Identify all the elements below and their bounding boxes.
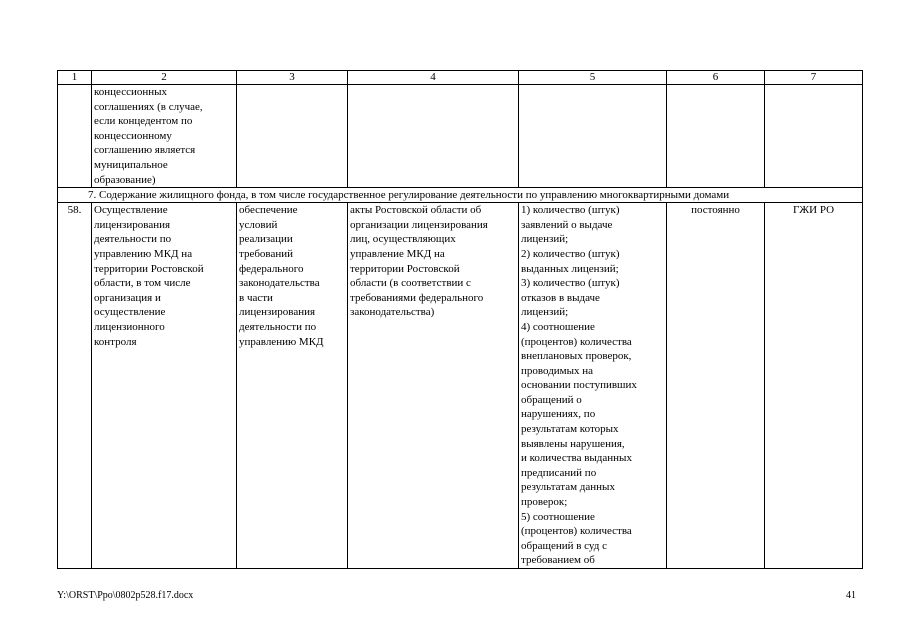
- text-line: нарушениях, по: [521, 408, 596, 421]
- text-line: законодательства: [239, 277, 320, 290]
- text-line: в части: [239, 291, 273, 304]
- text-line: выявлены нарушения,: [521, 437, 625, 450]
- continued-row: [58, 85, 863, 188]
- text-line: осуществление: [94, 306, 166, 319]
- text-line: (процентов) количества: [521, 335, 632, 348]
- text-line: (процентов) количества: [521, 525, 632, 538]
- text-line: лиц, осуществляющих: [350, 233, 456, 246]
- header-cell: 6: [667, 71, 765, 85]
- text-line: 4) соотношение: [521, 320, 595, 333]
- text-line: деятельности по: [239, 320, 317, 333]
- text-line: соглашениях (в случае,: [94, 100, 203, 113]
- text-line: выданных лицензий;: [521, 262, 619, 275]
- text-line: требованиями федерального: [350, 291, 484, 304]
- cell-col3: [237, 85, 348, 188]
- footer-file-path: Y:\ORST\Ppo\0802p528.f17.docx: [57, 590, 194, 601]
- text-line: организация и: [94, 291, 161, 304]
- text-line: области, в том числе: [94, 277, 191, 290]
- text-line: Осуществление: [94, 204, 168, 217]
- text-line: законодательства): [350, 306, 435, 319]
- cell-col3: [237, 203, 348, 569]
- cell-col5: [519, 85, 667, 188]
- text-line: деятельности по: [94, 233, 172, 246]
- text-line: основании поступивших: [521, 379, 637, 392]
- text-line: концессионному: [94, 129, 172, 142]
- header-cell: 4: [348, 71, 519, 85]
- text-line: территории Ростовской: [94, 262, 204, 275]
- cell-col4: [348, 203, 519, 569]
- text-line: лицензирования: [94, 218, 171, 231]
- text-line: требований: [239, 247, 294, 260]
- text-line: проверок;: [521, 496, 568, 509]
- text-line: обращений в суд с: [521, 539, 607, 552]
- cell-col2: [92, 203, 237, 569]
- text-line: внеплановых проверок,: [521, 350, 632, 363]
- text-line: управлению МКД: [239, 335, 324, 348]
- text-line: концессионных: [94, 86, 168, 98]
- row-number: 58.: [58, 203, 92, 569]
- text-line: заявлений о выдаче: [521, 218, 613, 231]
- text-line: лицензионного: [94, 320, 165, 333]
- text-line: лицензий;: [521, 233, 569, 246]
- text-line: акты Ростовской области об: [350, 204, 482, 217]
- cell-col7: [765, 85, 863, 188]
- text-line: федерального: [239, 262, 304, 275]
- header-cell: 3: [237, 71, 348, 85]
- text-line: организации лицензирования: [350, 218, 488, 231]
- cell-col4: [348, 85, 519, 188]
- text-line: 3) количество (штук): [521, 277, 620, 290]
- text-line: и количества выданных: [521, 452, 632, 465]
- cell-col7: ГЖИ РО: [765, 203, 863, 569]
- header-cell: 5: [519, 71, 667, 85]
- text-line: отказов в выдаче: [521, 291, 600, 304]
- main-table: [57, 70, 863, 569]
- cell-num: [58, 85, 92, 188]
- header-row: [58, 71, 863, 85]
- section-title: 7. Содержание жилищного фонда, в том числе государственное регулирование деятельности по управлению многоквартирными домами: [58, 188, 863, 203]
- header-cell: 7: [765, 71, 863, 85]
- text-line: управление МКД на: [350, 247, 445, 260]
- page-number: 41: [846, 590, 856, 601]
- text-line: территории Ростовской: [350, 262, 460, 275]
- text-line: лицензирования: [239, 306, 316, 319]
- text-line: муниципальное: [94, 158, 168, 171]
- text-line: результатам данных: [521, 481, 615, 494]
- header-cell: 2: [92, 71, 237, 85]
- text-line: условий: [239, 218, 278, 231]
- text-line: области (в соответствии с: [350, 277, 471, 290]
- text-line: контроля: [94, 335, 137, 348]
- text-line: требованием об: [521, 554, 595, 567]
- text-line: 1) количество (штук): [521, 204, 620, 217]
- header-cell: 1: [58, 71, 92, 85]
- text-line: результатам которых: [521, 423, 619, 436]
- cell-col2: [92, 85, 237, 188]
- text-line: соглашению является: [94, 144, 196, 157]
- text-line: 5) соотношение: [521, 510, 595, 523]
- section-row: [58, 188, 863, 203]
- cell-col5: [519, 203, 667, 569]
- text-line: образование): [94, 173, 156, 186]
- text-line: проводимых на: [521, 364, 594, 377]
- row-58: [58, 203, 863, 569]
- text-line: 2) количество (штук): [521, 247, 620, 260]
- cell-col6: постоянно: [667, 203, 765, 569]
- text-line: реализации: [239, 233, 293, 246]
- text-line: лицензий;: [521, 306, 569, 319]
- text-line: если концедентом по: [94, 115, 193, 128]
- text-line: управлению МКД на: [94, 247, 193, 260]
- text-line: обеспечение: [239, 204, 298, 217]
- cell-col6: [667, 85, 765, 188]
- text-line: обращений о: [521, 393, 582, 406]
- text-line: предписаний по: [521, 466, 597, 479]
